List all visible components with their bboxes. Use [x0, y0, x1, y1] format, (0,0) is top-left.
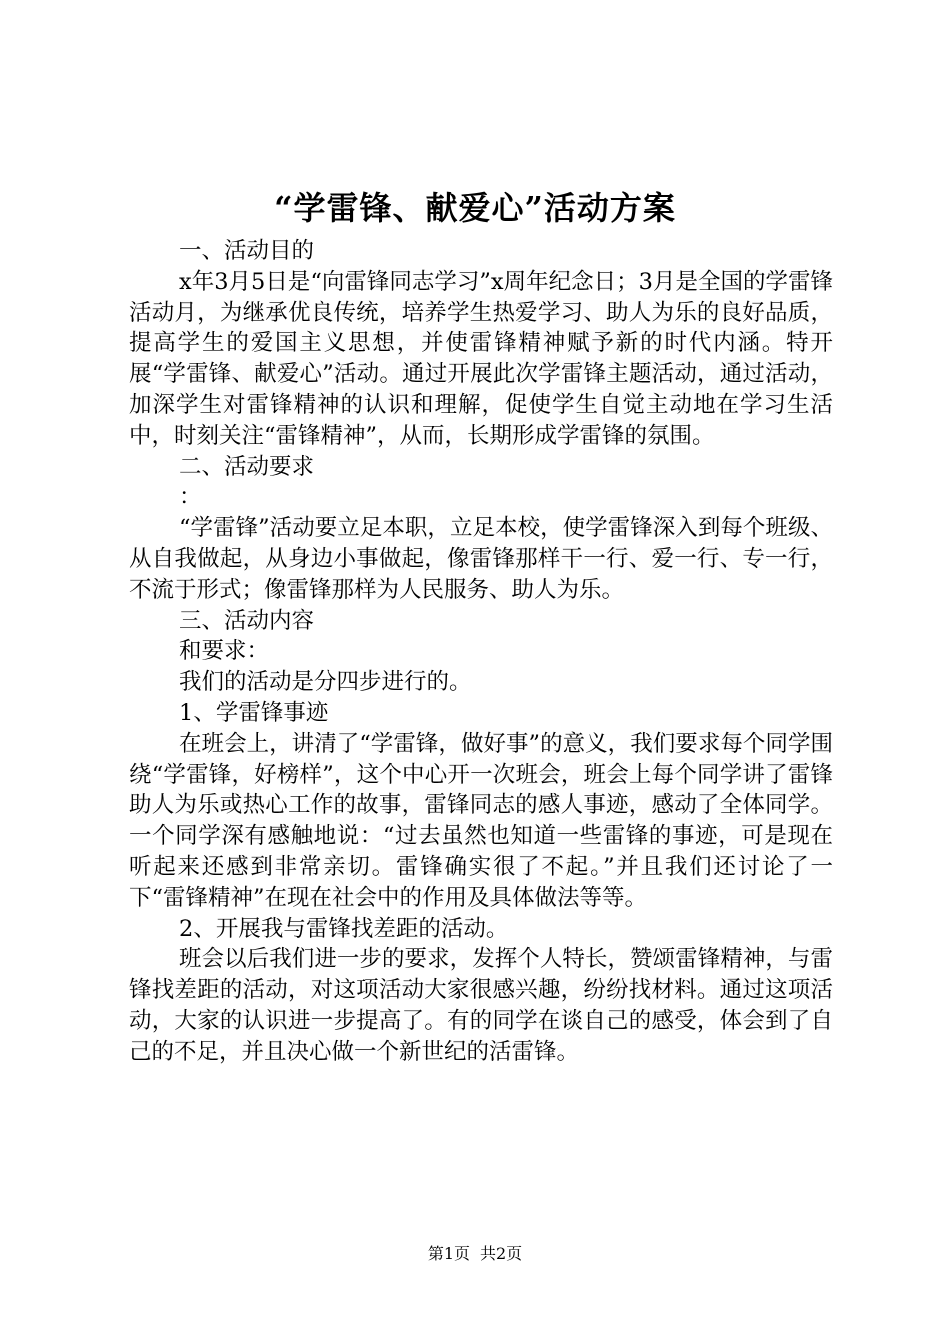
paragraph-step-1: 在班会上，讲清了“学雷锋，做好事”的意义，我们要求每个同学围绕“学雷锋，好榜样”，这个中心开一次班会，班会上每个同学讲了雷锋助人为乐或热心工作的故事，雷锋同志的感人事迹，感动了全体同学。一个同学深有感触地说：“过去虽然也知道一些雷锋的事迹，可是现在听起来还感到非常亲切。雷锋确实很了不起。”并且我们还讨论了一下“雷锋精神”在现在社会中的作用及具体做法等等。 — [129, 730, 833, 911]
paragraph-and-requirements: 和要求： — [179, 638, 270, 665]
section-heading-requirements: 二、活动要求 — [179, 453, 315, 480]
section-heading-content: 三、活动内容 — [179, 607, 315, 634]
paragraph-step-2: 班会以后我们进一步的要求，发挥个人特长，赞颂雷锋精神，与雷锋找差距的活动，对这项活动大家很感兴趣，纷纷找材料。通过这项活动，大家的认识进一步提高了。有的同学在谈自己的感受，体会到了自己的不足，并且决心做一个新世纪的活雷锋。 — [129, 946, 833, 1065]
paragraph-requirements: “学雷锋”活动要立足本职，立足本校，使学雷锋深入到每个班级、从自我做起，从身边小事做起，像雷锋那样干一行、爱一行、专一行，不流于形式；像雷锋那样为人民服务、助人为乐。 — [129, 515, 833, 603]
document-body — [129, 236, 833, 1068]
document-title: “学雷锋、献爱心”活动方案 — [274, 189, 676, 227]
page-footer — [0, 1243, 950, 1265]
step-heading-1: 1、学雷锋事迹 — [179, 699, 329, 726]
paragraph-four-steps: 我们的活动是分四步进行的。 — [179, 669, 472, 696]
paragraph-colon: ： — [179, 484, 202, 511]
section-heading-purpose: 一、活动目的 — [179, 238, 315, 264]
paragraph-purpose: x年3月5日是“向雷锋同志学习”x周年纪念日；3月是全国的学雷锋活动月，为继承优良传统，培养学生热爱学习、助人为乐的良好品质，提高学生的爱国主义思想，并使雷锋精神赋予新的时代内涵。特开展“学雷锋、献爱心”活动。通过开展此次学雷锋主题活动，通过活动，加深学生对雷锋精神的认识和理解，促使学生自觉主动地在学习生活中，时刻关注“雷锋精神”，从而，长期形成学雷锋的氛围。 — [129, 268, 833, 449]
page-number-total: 共2页 — [480, 1244, 523, 1263]
step-heading-2: 2、开展我与雷锋找差距的活动。 — [179, 915, 509, 942]
page-number-current: 第1页 — [427, 1244, 470, 1263]
